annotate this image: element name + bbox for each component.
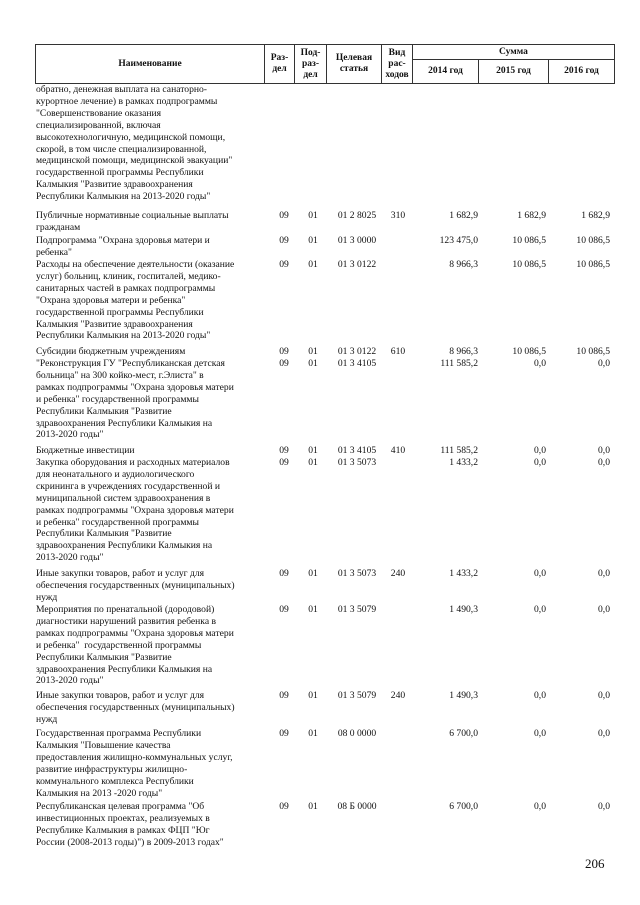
row-podrazdel: 01 bbox=[308, 259, 318, 270]
row-sum-2015: 10 086,5 bbox=[512, 346, 546, 357]
header-celevaya-statya: Целевая статья bbox=[335, 53, 373, 74]
row-podrazdel: 01 bbox=[308, 235, 318, 246]
row-sum-2016: 0,0 bbox=[598, 690, 610, 701]
row-celevaya-statya: 01 3 5079 bbox=[337, 604, 377, 615]
page-number: 206 bbox=[585, 856, 605, 871]
row-name: Расходы на обеспечение деятельности (оказание услуг) больниц, клиник, госпиталей, медико- санитарных частей в рамках подпрограммы "Охрана здоровья матери и ребенка" государственной программы Республики Калмыкия "Развитие здравоохранения Республики Калмыкия на 2013-2020 годы" bbox=[36, 259, 235, 342]
row-sum-2016: 10 086,5 bbox=[576, 259, 610, 270]
row-podrazdel: 01 bbox=[308, 210, 318, 221]
row-sum-2015: 0,0 bbox=[534, 728, 546, 739]
row-celevaya-statya: 08 0 0000 bbox=[337, 728, 377, 739]
row-razdel: 09 bbox=[279, 259, 289, 270]
row-sum-2014: 1 490,3 bbox=[449, 604, 478, 615]
row-sum-2016: 0,0 bbox=[598, 457, 610, 468]
row-sum-2016: 0,0 bbox=[598, 568, 610, 579]
row-sum-2014: 1 490,3 bbox=[449, 690, 478, 701]
row-razdel: 09 bbox=[279, 235, 289, 246]
header-summa: Сумма bbox=[499, 46, 528, 57]
row-vid-rashodov: 610 bbox=[390, 346, 406, 357]
row-celevaya-statya: 01 3 4105 bbox=[337, 445, 377, 456]
row-celevaya-statya: 01 2 8025 bbox=[337, 210, 377, 221]
row-sum-2016: 0,0 bbox=[598, 801, 610, 812]
header-razdel: Раз- дел bbox=[270, 53, 289, 74]
row-sum-2015: 0,0 bbox=[534, 604, 546, 615]
row-sum-2014: 8 966,3 bbox=[449, 259, 478, 270]
row-razdel: 09 bbox=[279, 604, 289, 615]
row-name: Подпрограмма "Охрана здоровья матери и ребенка" bbox=[36, 235, 210, 258]
row-sum-2014: 6 700,0 bbox=[449, 801, 478, 812]
row-name: Закупка оборудования и расходных материалов для неонатального и аудиологического скрининга в учреждениях государственной и муниципальной систем здравоохранения в рамках подпрограммы "Охрана здоровья матери и ребенка" государственной программы Республики Калмыкия "Развитие здравоохранения Республики Калмыкия на 2013-2020 годы" bbox=[36, 457, 234, 564]
row-name: Республиканская целевая программа "Об инвестиционных проектах, реализуемых в Республике Калмыкия в рамках ФЦП "Юг России (2008-2013 годы)") в 2009-2013 годах" bbox=[36, 801, 224, 848]
row-sum-2015: 0,0 bbox=[534, 690, 546, 701]
row-sum-2014: 111 585,2 bbox=[440, 358, 478, 369]
row-sum-2016: 10 086,5 bbox=[576, 346, 610, 357]
header-vid-rashodov: Вид рас- ходов bbox=[385, 47, 409, 80]
row-podrazdel: 01 bbox=[308, 358, 318, 369]
row-sum-2014: 123 475,0 bbox=[439, 235, 478, 246]
row-sum-2015: 0,0 bbox=[534, 445, 546, 456]
row-sum-2015: 0,0 bbox=[534, 801, 546, 812]
row-sum-2014: 1 433,2 bbox=[449, 568, 478, 579]
row-podrazdel: 01 bbox=[308, 690, 318, 701]
row-name: Субсидии бюджетным учреждениям bbox=[36, 346, 186, 357]
row-razdel: 09 bbox=[279, 728, 289, 739]
row-razdel: 09 bbox=[279, 210, 289, 221]
row-sum-2014: 6 700,0 bbox=[449, 728, 478, 739]
header-podrazdel: Под- раз- дел bbox=[300, 47, 321, 80]
row-sum-2016: 0,0 bbox=[598, 358, 610, 369]
row-celevaya-statya: 01 3 5073 bbox=[337, 457, 377, 468]
row-sum-2016: 1 682,9 bbox=[581, 210, 610, 221]
row-name: Государственная программа Республики Калмыкия "Повышение качества предоставления жилищно-коммунальных услуг, развитие инфраструктуры жилищно- коммунального комплекса Республики Калмыкия на 2013 -2020 годы" bbox=[36, 728, 233, 799]
row-name: обратно, денежная выплата на санаторно- курортное лечение) в рамках подпрограммы "Совершенствование оказания специализированной, включая высокотехнологичную, медицинской помощи, скорой, в том числе специализированной, медицинской помощи, медицинской эвакуации" государственной программы Республики Калмыкия "Развитие здравоохранения Республики Калмыкия на 2013-2020 годы" bbox=[36, 84, 233, 203]
row-razdel: 09 bbox=[279, 358, 289, 369]
row-sum-2014: 1 682,9 bbox=[449, 210, 478, 221]
row-sum-2015: 1 682,9 bbox=[517, 210, 546, 221]
header-name: Наименование bbox=[118, 58, 182, 69]
row-sum-2016: 0,0 bbox=[598, 728, 610, 739]
row-celevaya-statya: 01 3 5073 bbox=[337, 568, 377, 579]
row-vid-rashodov: 410 bbox=[390, 445, 406, 456]
row-podrazdel: 01 bbox=[308, 346, 318, 357]
row-sum-2015: 10 086,5 bbox=[512, 259, 546, 270]
row-name: Мероприятия по пренатальной (дородовой) диагностики нарушений развития ребенка в рамках подпрограммы "Охрана здоровья матери и ребенка" государственной программы Республики Калмыкия "Развитие здравоохранения Республики Калмыкия на 2013-2020 годы" bbox=[36, 604, 234, 687]
row-celevaya-statya: 01 3 0122 bbox=[337, 346, 377, 357]
row-razdel: 09 bbox=[279, 568, 289, 579]
row-name: Публичные нормативные социальные выплаты гражданам bbox=[36, 210, 229, 233]
row-sum-2014: 1 433,2 bbox=[449, 457, 478, 468]
row-sum-2015: 0,0 bbox=[534, 568, 546, 579]
row-podrazdel: 01 bbox=[308, 445, 318, 456]
row-celevaya-statya: 01 3 0122 bbox=[337, 259, 377, 270]
header-2016: 2016 год bbox=[564, 66, 599, 76]
row-name: Иные закупки товаров, работ и услуг для обеспечения государственных (муниципальных) нужд bbox=[36, 690, 235, 725]
row-vid-rashodov: 240 bbox=[390, 690, 406, 701]
row-razdel: 09 bbox=[279, 457, 289, 468]
row-sum-2016: 0,0 bbox=[598, 604, 610, 615]
row-sum-2014: 111 585,2 bbox=[440, 445, 478, 456]
row-sum-2015: 0,0 bbox=[534, 457, 546, 468]
row-name: "Реконструкция ГУ "Республиканская детская больница" на 300 койко-мест, г.Элиста" в рамках подпрограммы "Охрана здоровья матери и ребенка" государственной программы Республики Калмыкия "Развитие здравоохранения Республики Калмыкия на 2013-2020 годы" bbox=[36, 358, 234, 441]
row-sum-2016: 10 086,5 bbox=[576, 235, 610, 246]
row-vid-rashodov: 310 bbox=[390, 210, 406, 221]
row-sum-2015: 10 086,5 bbox=[512, 235, 546, 246]
row-sum-2015: 0,0 bbox=[534, 358, 546, 369]
row-podrazdel: 01 bbox=[308, 457, 318, 468]
row-celevaya-statya: 01 3 4105 bbox=[337, 358, 377, 369]
row-sum-2016: 0,0 bbox=[598, 445, 610, 456]
header-2014: 2014 год bbox=[428, 66, 463, 76]
row-sum-2014: 8 966,3 bbox=[449, 346, 478, 357]
row-name: Иные закупки товаров, работ и услуг для обеспечения государственных (муниципальных) нужд bbox=[36, 568, 235, 603]
header-2015: 2015 год bbox=[496, 66, 531, 76]
row-celevaya-statya: 08 Б 0000 bbox=[337, 801, 377, 812]
row-celevaya-statya: 01 3 5079 bbox=[337, 690, 377, 701]
row-razdel: 09 bbox=[279, 346, 289, 357]
row-podrazdel: 01 bbox=[308, 801, 318, 812]
row-celevaya-statya: 01 3 0000 bbox=[337, 235, 377, 246]
row-podrazdel: 01 bbox=[308, 728, 318, 739]
row-podrazdel: 01 bbox=[308, 604, 318, 615]
row-razdel: 09 bbox=[279, 801, 289, 812]
row-vid-rashodov: 240 bbox=[390, 568, 406, 579]
row-razdel: 09 bbox=[279, 445, 289, 456]
row-podrazdel: 01 bbox=[308, 568, 318, 579]
row-razdel: 09 bbox=[279, 690, 289, 701]
row-name: Бюджетные инвестиции bbox=[36, 445, 135, 456]
